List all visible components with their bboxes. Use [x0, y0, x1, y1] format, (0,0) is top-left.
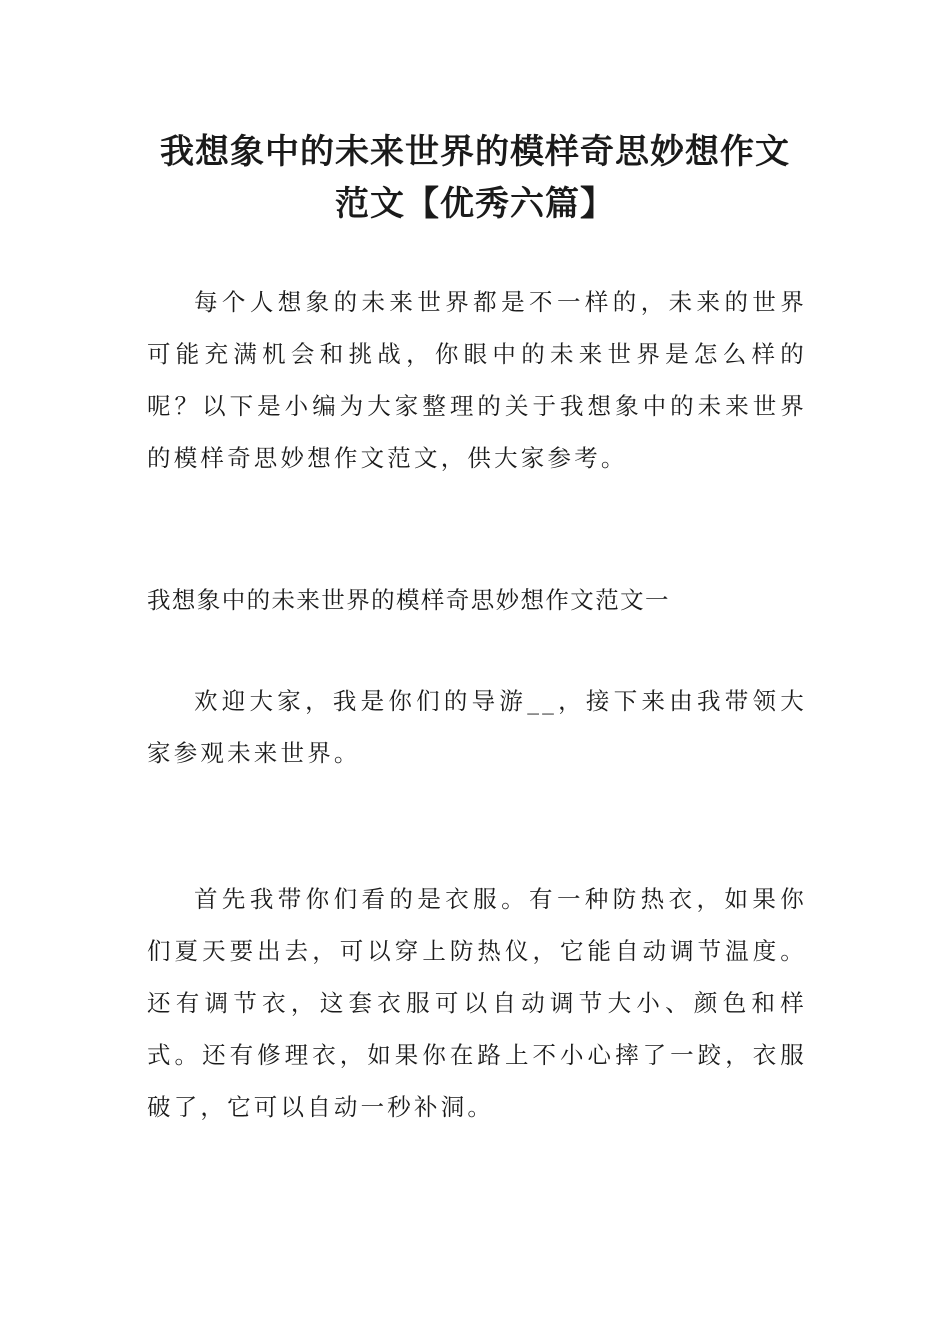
- title-line-2: 范文【优秀六篇】: [335, 184, 615, 224]
- essay-paragraph-clothes: 首先我带你们看的是衣服。有一种防热衣，如果你们夏天要出去，可以穿上防热仪，它能自动调节温度。还有调节衣，这套衣服可以自动调节大小、颜色和样式。还有修理衣，如果你在路上不小心摔了一跤，衣服破了，它可以自动一秒补洞。: [147, 885, 807, 1121]
- intro-paragraph: 每个人想象的未来世界都是不一样的，未来的世界可能充满机会和挑战，你眼中的未来世界是怎么样的呢？以下是小编为大家整理的关于我想象中的未来世界的模样奇思妙想作文范文，供大家参考。: [147, 288, 807, 472]
- essay-paragraph-welcome: 欢迎大家，我是你们的导游__，接下来由我带领大家参观未来世界。: [147, 687, 807, 767]
- document-title: [150, 126, 800, 230]
- title-line-1: 我想象中的未来世界的模样奇思妙想作文: [160, 132, 790, 172]
- essay-heading: 我想象中的未来世界的模样奇思妙想作文范文一: [147, 586, 670, 614]
